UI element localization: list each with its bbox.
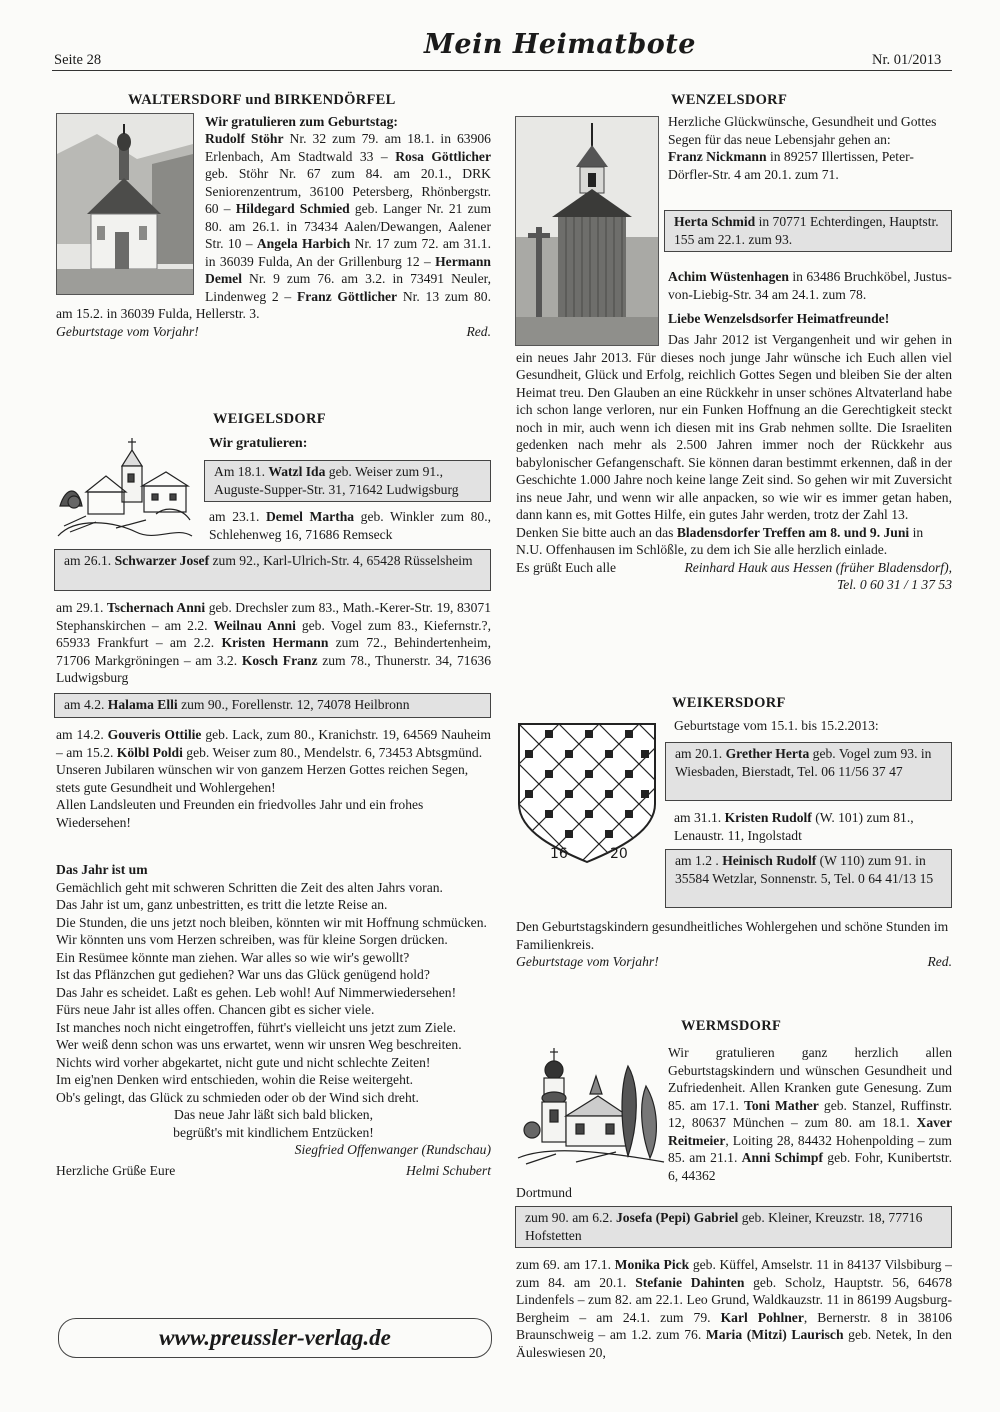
masthead: Mein Heimatbote xyxy=(424,29,696,60)
weikersdorf-closing: Den Geburtstagskindern gesundheitliches Wohlergehen und schöne Stunden im Familienkreis. xyxy=(516,919,949,952)
poem-line: Das Jahr ist um, ganz unbestritten, es tritt die letzte Reise an. xyxy=(56,897,388,912)
weigelsdorf-greeting: Allen Landsleuten und Freunden ein friedvolles Jahr und ein frohes Wiedersehen! xyxy=(56,797,424,830)
page-number: Seite 28 xyxy=(54,52,102,68)
poem-greeting: Herzliche Grüße Eure xyxy=(56,1162,176,1178)
wenzelsdorf-greet: Es grüßt Euch alle xyxy=(516,559,617,575)
poem-line: Gemächlich geht mit schweren Schritten die Zeit des alten Jahrs voran. xyxy=(56,879,443,895)
weikersdorf-note: Geburtstage vom Vorjahr! xyxy=(516,954,659,969)
poem-line: Wer weiß denn schon was uns erwartet, wenn wir unsren Weg beschreiten. xyxy=(56,1037,462,1052)
wenzelsdorf-phone: Tel. 0 60 31 / 1 37 53 xyxy=(836,577,952,592)
wenzelsdorf-letter: Das Jahr 2012 ist Vergangenheit und wir gehen in ein neues Jahr 2013. Für dieses noch junge Jahr wünsche ich Euch allen viel Gesundheit, Glück und Erfolg, reichlich Gottes Segen und bleiben Sie der alten Heimat treu. Den Glauben an eine Rückkehr in unser schönes Altvaterland habe ich schon lange verloren, nur ein Funken Hoffnung an die Gerechtigkeit steckt noch in mir, auch wenn ich diesen mit ins Grab nehmen sollte. Die Israeliten gedenken nach mehr als 2.500 Jahren immer noch der Rückkehr aus babylonischer Gefangenschaft. Sie können daran bestimmt erkennen, daß in der Geschichte 1.000 Jahre noch keine lange Zeit sind. So gehen wir mit Zuversicht ins neue Jahr, und wenn wir alle anpacken, so wie wir es immer getan haben, dann kann es, mit Gottes Hilfe, ein gutes Jahr werden, trotz der Zahl 13. xyxy=(516,332,952,522)
weigelsdorf-entries-3: am 14.2. Gouveris Ottilie geb. Lack, zum 80., Kranichstr. 19, 64569 Nauheim – am 15.2. Kölbl Poldi geb. Weiser zum 80., Mendelstr. 6, 73453 Abtsgmünd. Unseren Jubilaren wünschen wir von ganzem Herzen Gottes reichen Segen, stets gute Gesundheit und Wohlergehen! Allen Landsleuten und Freunden ein friedvolles Jahr und ein frohes Wiedersehen! xyxy=(56,727,491,830)
section-title-weigelsdorf: WEIGELSDORF xyxy=(213,411,326,427)
wermsdorf-box-1: zum 90. am 6.2. Josefa (Pepi) Gabriel geb. Kleiner, Kreuzstr. 18, 77716 Hofstetten xyxy=(515,1206,952,1248)
section-title-wenzelsdorf: WENZELSDORF xyxy=(671,92,788,108)
wenzelsdorf-entry-wuestenhagen: Achim Wüstenhagen in 63486 Bruchköbel, Justus-von-Liebig-Str. 34 am 24.1. zum 78. xyxy=(668,269,952,302)
weigelsdorf-entry-demel: am 23.1. Demel Martha geb. Winkler zum 80., Schlehenweg 16, 71686 Remseck xyxy=(209,509,491,542)
weigelsdorf-box-2: am 26.1. Schwarzer Josef zum 92., Karl-Ulrich-Str. 4, 65428 Rüsselsheim xyxy=(54,549,491,591)
poem-title: Das Jahr ist um xyxy=(56,862,148,877)
wermsdorf-city: Dortmund xyxy=(516,1185,572,1200)
wermsdorf-intro: Wir gratulieren ganz herzlich allen Geburtstagskindern und wünschen Gesundheit und Zufriedenheit. Allen Kranken gute Genesung. Zum 85. am 17.1. Toni Mather geb. Stanzel, Ruffinstr. 12, 80637 München – zum 80. am 18.1. Xaver Reitmeier, Loiting 28, 84432 Hohenpolding – zum 85. am 21.1. Anni Schimpf geb. Fohr, Kunibertstr. 6, 44362 xyxy=(668,1045,952,1183)
waltersdorf-sign: Red. xyxy=(466,323,491,339)
poem-line: Das Jahr es scheidet. Laßt es gehen. Leb wohl! Auf Nimmerwiedersehen! xyxy=(56,984,457,1000)
chapel-photo-drawing xyxy=(516,117,658,345)
village-sketch-drawing xyxy=(56,436,194,542)
section-title-weikersdorf: WEIKERSDORF xyxy=(672,695,786,711)
weigelsdorf-box-3: am 4.2. Halama Elli zum 90., Forellenstr. 12, 74078 Heilbronn xyxy=(54,693,491,718)
section-title-waltersdorf: WALTERSDORF und BIRKENDÖRFEL xyxy=(128,92,396,108)
weigelsdorf-heading: Wir gratulieren: xyxy=(209,436,308,451)
poem-greeting-name: Helmi Schubert xyxy=(406,1162,491,1178)
poem-line: Ist manches noch nicht eingetroffen, führt's vielleicht uns jetzt zum Ziele. xyxy=(56,1019,457,1035)
waltersdorf-birthdays: Rudolf Stöhr Nr. 32 zum 79. am 18.1. in 63906 Erlenbach, Am Stadtwald 33 – Rosa Göttlicher geb. Stöhr Nr. 67 zum 84. am 20.1., DRK Seniorenzentrum, 36100 Petersberg, Rhönbergstr. 60 – Hildegard Schmied geb. Langer Nr. 21 zum 80. am 26.1. in 73434 Aalen/Dewangen, Aalener Str. 10 – Angela Harbich Nr. 17 zum 72. am 31.1. in 36039 Fulda, An der Grillenburg 12 – Hermann Demel Nr. 9 zum 76. am 3.2. in 73491 Neuler, Lindenweg 2 – Franz Göttlicher Nr. 13 zum 80. am 15.2. in 36039 Fulda, Hellerstr. 3. xyxy=(56,131,492,321)
weigelsdorf-wishes: Unseren Jubilaren wünschen wir von ganzem Herzen Gottes reichen Segen, stets gute Gesundheit und Wohlergehen! xyxy=(56,762,469,795)
poem-line: Ist das Pflänzchen gut gediehen? War uns das Glück genügend hold? xyxy=(56,967,430,982)
issue-number: Nr. 01/2013 xyxy=(872,52,942,68)
wenzelsdorf-entry-nickmann: Franz Nickmann in 89257 Illertissen, Peter-Dörfler-Str. 4 am 20.1. zum 71. xyxy=(668,149,914,182)
wenzelsdorf-signature: Reinhard Hauk aus Hessen (früher Bladensdorf), xyxy=(684,559,952,575)
weikersdorf-sign: Red. xyxy=(927,954,952,969)
crest-shield-icon xyxy=(516,722,658,868)
chapel-photo-wenzelsdorf xyxy=(515,116,659,346)
waltersdorf-heading: Wir gratulieren zum Geburtstag: xyxy=(205,114,398,129)
weikersdorf-box-1: am 20.1. Grether Herta geb. Vogel zum 93. in Wiesbaden, Bierstadt, Tel. 06 11/56 37 47 xyxy=(665,742,952,801)
crest-year-left: 16 xyxy=(550,846,568,862)
section-title-wermsdorf: WERMSDORF xyxy=(681,1018,782,1034)
poem-line: Fürs neue Jahr ist alles offen. Chancen gibt es sicher viele. xyxy=(56,1002,375,1017)
waltersdorf-note: Geburtstage vom Vorjahr! xyxy=(56,323,199,339)
weikersdorf-range: Geburtstage vom 15.1. bis 15.2.2013: xyxy=(674,718,879,733)
wenzelsdorf-box-1: Herta Schmid in 70771 Echterdingen, Hauptstr. 155 am 22.1. zum 93. xyxy=(664,210,952,252)
poem-line: Ein Resümee könnte man ziehen. War alles so wie wir's gewollt? xyxy=(56,949,410,965)
weigelsdorf-box-1: Am 18.1. Watzl Ida geb. Weiser zum 91., Auguste-Supper-Str. 31, 71642 Ludwigsburg xyxy=(204,460,491,502)
weigelsdorf-entries-2: am 29.1. Tschernach Anni geb. Drechsler zum 83., Math.-Kerer-Str. 19, 83071 Stephanskirchen – am 2.2. Weilnau Anni geb. Vogel zum 83., Kiefernstr.?, 65933 Frankfurt – am 2.2. Kristen Hermann zum 72., Behindertenheim, 71706 Markgröningen – am 3.2. Kosch Franz zum 78., Thunerstr. 34, 71636 Ludwigsburg xyxy=(56,600,491,685)
crest-year-right: 20 xyxy=(610,846,628,862)
weikersdorf-box-2: am 1.2 . Heinisch Rudolf (W 110) zum 91. in 35584 Wetzlar, Sonnenstr. 5, Tel. 0 64 41/13 15 xyxy=(665,849,952,908)
poem-closing-1: Das neue Jahr läßt sich bald blicken, xyxy=(174,1107,373,1122)
village-sketch-weigelsdorf xyxy=(56,436,194,542)
poem-line: Wir könnten uns vom Herzen schreiben, was für kleine Sorgen drücken. xyxy=(56,932,448,947)
weikersdorf-entry-kristen: am 31.1. Kristen Rudolf (W. 101) zum 81., Lenaustr. 11, Ingolstadt xyxy=(674,810,914,843)
wenzelsdorf-letter-title: Liebe Wenzelsdsorfer Heimatfreunde! xyxy=(668,311,890,326)
header-rule xyxy=(52,70,952,71)
poem-author: Siegfried Offenwanger (Rundschau) xyxy=(294,1142,491,1157)
poem-line: Die Stunden, die uns jetzt noch bleiben, könnten wir mit Hoffnung schmücken. xyxy=(56,914,487,930)
poem-line: Ob's gelingt, das Glück zu schmieden oder ob der Wind sich dreht. xyxy=(56,1089,419,1105)
poem-line: Nichts wird vorher abgekartet, nicht gute und nicht schlechte Zeiten! xyxy=(56,1054,431,1070)
poem-line: Im eig'nen Denken wird entschieden, wohin die Reise weitergeht. xyxy=(56,1072,414,1087)
poem-closing-2: begrüßt's mit kindlichem Entzücken! xyxy=(173,1124,374,1140)
publisher-url-link[interactable]: www.preussler-verlag.de xyxy=(58,1318,492,1358)
crest-weikersdorf xyxy=(516,722,658,868)
wermsdorf-entries: zum 69. am 17.1. Monika Pick geb. Küffel, Amselstr. 11 in 84137 Vilsbiburg – zum 84. am 20.1. Stefanie Dahinten geb. Scholz, Hauptstr. 56, 64678 Lindenfels – zum 82. am 22.1. Leo Grund, Waldkauzstr. 11 in 86199 Augsburg-Bergheim – am 24.1. zum 79. Karl Pohlner, Bernerstr. 8 in 38106 Braunschweig – am 1.2. zum 76. Maria (Mitzi) Laurisch geb. Netek, In den Äuleswiesen 20, xyxy=(516,1257,952,1360)
poem xyxy=(56,861,491,1179)
wenzelsdorf-intro: Herzliche Glückwünsche, Gesundheit und Gottes Segen für das neue Lebensjahr gehen an: xyxy=(668,114,937,147)
wenzelsdorf-invite: Denken Sie bitte auch an das Bladensdorfer Treffen am 8. und 9. Juni in N.U. Offenhausen im Schlößle, zu dem ich Sie alle herzlich einlade. xyxy=(516,524,924,557)
